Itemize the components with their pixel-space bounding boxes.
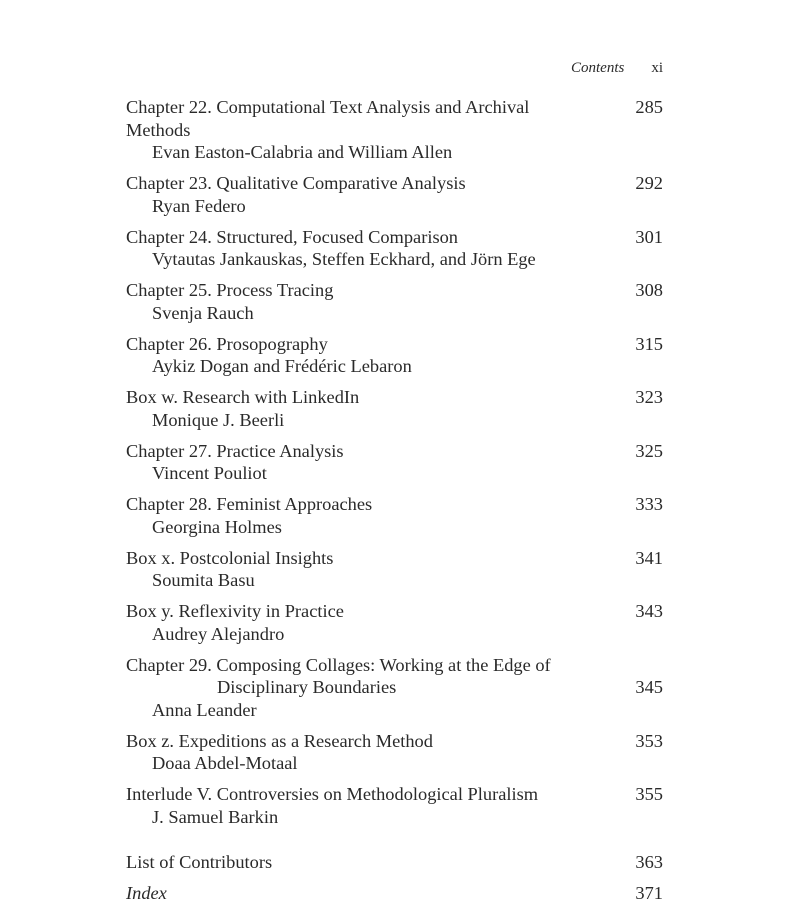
- toc-entry-page: 345: [635, 677, 663, 697]
- toc-entry-author: Audrey Alejandro: [152, 623, 285, 644]
- toc-entry-page: 333: [635, 494, 663, 514]
- toc-entry-title: Chapter 27. Practice Analysis: [126, 440, 344, 461]
- toc-entry: [126, 172, 663, 217]
- toc-entry: [126, 654, 663, 722]
- toc-entry: [126, 279, 663, 324]
- toc-entry-author: Georgina Holmes: [152, 516, 282, 537]
- toc-entry: [126, 730, 663, 775]
- toc-entry-author: Vytautas Jankauskas, Steffen Eckhard, and Jörn Ege: [152, 249, 536, 269]
- toc-entry-title: Interlude V. Controversies on Methodological Pluralism: [126, 784, 539, 804]
- running-head: [126, 59, 663, 77]
- page-folio: xi: [651, 60, 663, 76]
- toc-entry-author: Aykiz Dogan and Frédéric Lebaron: [152, 356, 412, 376]
- toc-entry-title: Chapter 23. Qualitative Comparative Analysis: [126, 173, 466, 193]
- toc-entry-page: 343: [635, 601, 663, 621]
- toc-entry-title: [126, 654, 663, 699]
- toc-entry-author: Monique J. Beerli: [152, 409, 285, 430]
- toc-entry-page: 363: [635, 852, 663, 872]
- toc-entry-author: Soumita Basu: [152, 570, 255, 590]
- toc-entry-author: Ryan Federo: [152, 195, 246, 216]
- toc-back-matter-entry: [126, 882, 663, 905]
- toc-entry: [126, 600, 663, 645]
- toc-entry-title-line2: Disciplinary Boundaries: [217, 677, 397, 697]
- toc-entry-page: 301: [635, 226, 663, 247]
- toc-entry-title: Chapter 28. Feminist Approaches: [126, 494, 373, 514]
- toc-entry-author: Evan Easton-Calabria and William Allen: [152, 142, 453, 162]
- toc-entry-page: 355: [635, 784, 663, 804]
- toc-entry: [126, 386, 663, 431]
- toc-entry-title: Chapter 24. Structured, Focused Comparison: [126, 226, 459, 247]
- toc-entry-title: Chapter 25. Process Tracing: [126, 280, 334, 300]
- running-head-title: Contents: [570, 60, 625, 76]
- toc-entry-author: Anna Leander: [152, 699, 257, 720]
- toc-back-matter-entry: [126, 851, 663, 874]
- toc-entry-title: Box z. Expeditions as a Research Method: [126, 730, 433, 751]
- toc-entry-page: 341: [635, 547, 663, 568]
- toc-entry: [126, 440, 663, 485]
- toc-entry-title-line1: Chapter 29. Composing Collages: Working at the Edge of: [126, 654, 551, 675]
- toc-entry-page: 315: [635, 333, 663, 354]
- toc-entry-page: 323: [635, 387, 663, 407]
- toc-entry-title: Index: [126, 883, 167, 903]
- toc-entry-title: Chapter 26. Prosopography: [126, 333, 328, 354]
- toc-entry-title: Chapter 22. Computational Text Analysis and Archival Methods: [126, 97, 530, 140]
- toc-entry-page: 325: [635, 440, 663, 461]
- toc-entry-title: List of Contributors: [126, 852, 273, 872]
- toc-entry-author: Doaa Abdel-Motaal: [152, 753, 298, 773]
- toc-entry-title: Box y. Reflexivity in Practice: [126, 601, 344, 621]
- toc-entry-page: 308: [635, 280, 663, 300]
- toc-entry: [126, 493, 663, 538]
- toc-entry: [126, 783, 663, 828]
- toc-entry-title: Box x. Postcolonial Insights: [126, 547, 334, 568]
- toc-entry: [126, 333, 663, 378]
- toc-entry-page: 292: [635, 173, 663, 193]
- toc-entry-title: Box w. Research with LinkedIn: [126, 387, 360, 407]
- toc-entry-page: 371: [635, 883, 663, 903]
- toc-entry-page: 285: [635, 97, 663, 117]
- toc-entry-author: J. Samuel Barkin: [152, 806, 279, 827]
- table-of-contents: [126, 96, 663, 913]
- toc-entry: [126, 96, 663, 164]
- toc-entry: [126, 226, 663, 271]
- toc-entry: [126, 547, 663, 592]
- toc-entry-page: 353: [635, 730, 663, 751]
- toc-entry-author: Vincent Pouliot: [152, 463, 267, 483]
- toc-entry-author: Svenja Rauch: [152, 302, 254, 323]
